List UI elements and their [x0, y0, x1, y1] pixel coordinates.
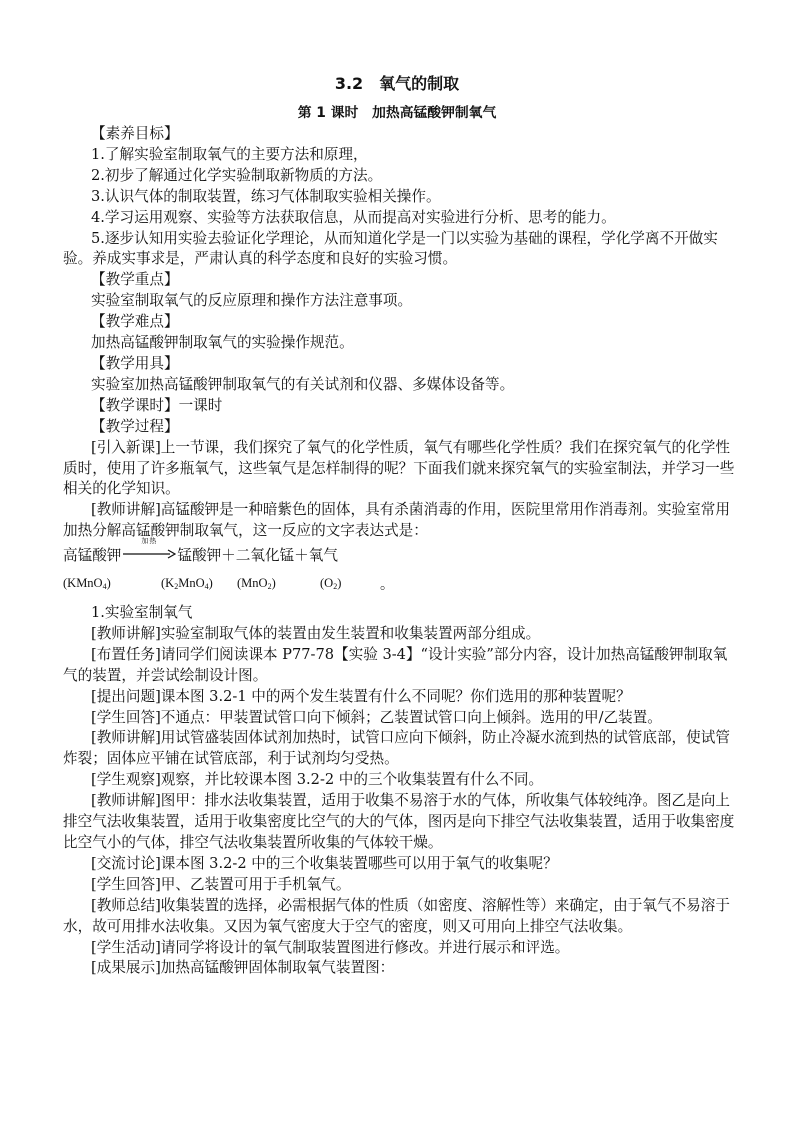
- paragraph: 1.实验室制氧气: [91, 604, 193, 621]
- paragraph: [教师讲解]高锰酸钾是一种暗紫色的固体，具有杀菌消毒的作用，医院里常用作消毒剂。实验室常用加热分解高锰酸钾制取氧气，这一反应的文字表达式是：: [63, 501, 730, 540]
- formula-mno2: (MnO$_2$): [237, 576, 276, 591]
- paragraph: [教师总结]收集装置的选择，必需根据气体的性质（如密度、溶解性等）来确定，由于氧气不易溶于水，故可用排水法收集。又因为氧气密度大于空气的密度，则又可用向上排空气法收集。: [63, 896, 730, 935]
- paragraph: [学生观察]观察，并比较课本图 3.2-2 中的三个收集装置有什么不同。: [91, 771, 544, 789]
- paragraph: 【教学用具】: [91, 354, 179, 372]
- lesson-subtitle: 第 1 课时 加热高锰酸钾制氧气: [297, 105, 497, 121]
- paragraph: 1.了解实验室制取氧气的主要方法和原理，: [91, 145, 368, 163]
- paragraph: [教师讲解]用试管盛装固体试剂加热时，试管口应向下倾斜，防止冷凝水流到热的试管底部，使试管炸裂；固体应平铺在试管底部，利于试剂均匀受热。: [63, 729, 730, 768]
- equation-period: 。: [380, 577, 394, 593]
- paragraph: 【教学过程】: [91, 417, 179, 435]
- formula-k2mno4: $(K_2MnO_4)$: [161, 576, 213, 591]
- paragraph: [布置任务]请同学们阅读课本 P77-78【实验 3-4】“设计实验”部分内容，设计加热高锰酸钾制取氧气的装置，并尝试绘制设计图。: [63, 645, 728, 684]
- page-title: 3.2 氧气的制取: [334, 74, 460, 93]
- equation-products: 锰酸钾＋二氧化锰＋氧气: [177, 547, 338, 564]
- paragraph: 实验室加热高锰酸钾制取氧气的有关试剂和仪器、多媒体设备等。: [91, 375, 515, 393]
- paragraph: [成果展示]加热高锰酸钾固体制取氧气装置图：: [91, 959, 395, 977]
- formula-o2: $(O_2)$: [320, 576, 342, 591]
- heating-arrow: [122, 537, 176, 561]
- paragraph: 5.逐步认知用实验去验证化学理论，从而知道化学是一门以实验为基础的课程，学化学离不开做实验。养成实事求是，严肃认真的科学态度和良好的实验习惯。: [63, 229, 718, 268]
- paragraph: [学生回答]不通点：甲装置试管口向下倾斜；乙装置试管口向上倾斜。选用的甲/乙装置。: [91, 708, 662, 726]
- reaction-condition: 加热: [141, 537, 158, 545]
- formula-kmno4: (KMnO$_4$): [63, 576, 111, 591]
- paragraph: 【素养目标】: [91, 125, 179, 142]
- paragraph: 3.认识气体的制取装置，练习气体制取实验相关操作。: [91, 187, 441, 205]
- paragraph: [学生活动]请同学将设计的氧气制取装置图进行修改。并进行展示和评选。: [91, 938, 570, 956]
- paragraph: [教师讲解]图甲：排水法收集装置，适用于收集不易溶于水的气体，所收集气体较纯净。图乙是向上排空气法收集装置，适用于收集密度比空气的大的气体，图丙是向下排空气法收集装置，适用于收集密度比空气小的气体，排空气法收集装置所收集的气体较干燥。: [63, 792, 735, 851]
- paragraph: 加热高锰酸钾制取氧气的实验操作规范。: [91, 334, 354, 352]
- paragraph: 【教学课时】一课时: [91, 396, 223, 414]
- paragraph: [教师讲解]实验室制取气体的装置由发生装置和收集装置两部分组成。: [91, 624, 541, 642]
- paragraph: [交流讨论]课本图 3.2-2 中的三个收集装置哪些可以用于氧气的收集呢？: [91, 854, 558, 872]
- paragraph: 【教学重点】: [91, 271, 179, 289]
- paragraph: 【教学难点】: [91, 313, 179, 331]
- arrow-icon: [122, 545, 176, 561]
- paragraph: 4.学习运用观察、实验等方法获取信息，从而提高对实验进行分析、思考的能力。: [91, 208, 616, 226]
- paragraph: [学生回答]甲、乙装置可用于手机氧气。: [91, 875, 351, 893]
- equation-line: [63, 537, 338, 566]
- paragraph: 2.初步了解通过化学实验制取新物质的方法。: [91, 166, 383, 184]
- paragraph: [提出问题]课本图 3.2-1 中的两个发生装置有什么不同呢？你们选用的那种装置呢？: [91, 687, 631, 705]
- experiment-section: [63, 603, 739, 979]
- paragraph: [引入新课]上一节课，我们探究了氧气的化学性质，氧气有哪些化学性质？我们在探究氧气的化学性质时，使用了许多瓶氧气，这些氧气是怎样制得的呢？下面我们就来探究氧气的实验室制法，并学习一些相关的化学知识。: [63, 438, 735, 498]
- word-equation: [63, 537, 739, 595]
- objectives-and-intro-section: [63, 124, 739, 542]
- paragraph: 实验室制取氧气的反应原理和操作方法注意事项。: [91, 292, 413, 310]
- equation-reactant: 高锰酸钾: [63, 547, 122, 564]
